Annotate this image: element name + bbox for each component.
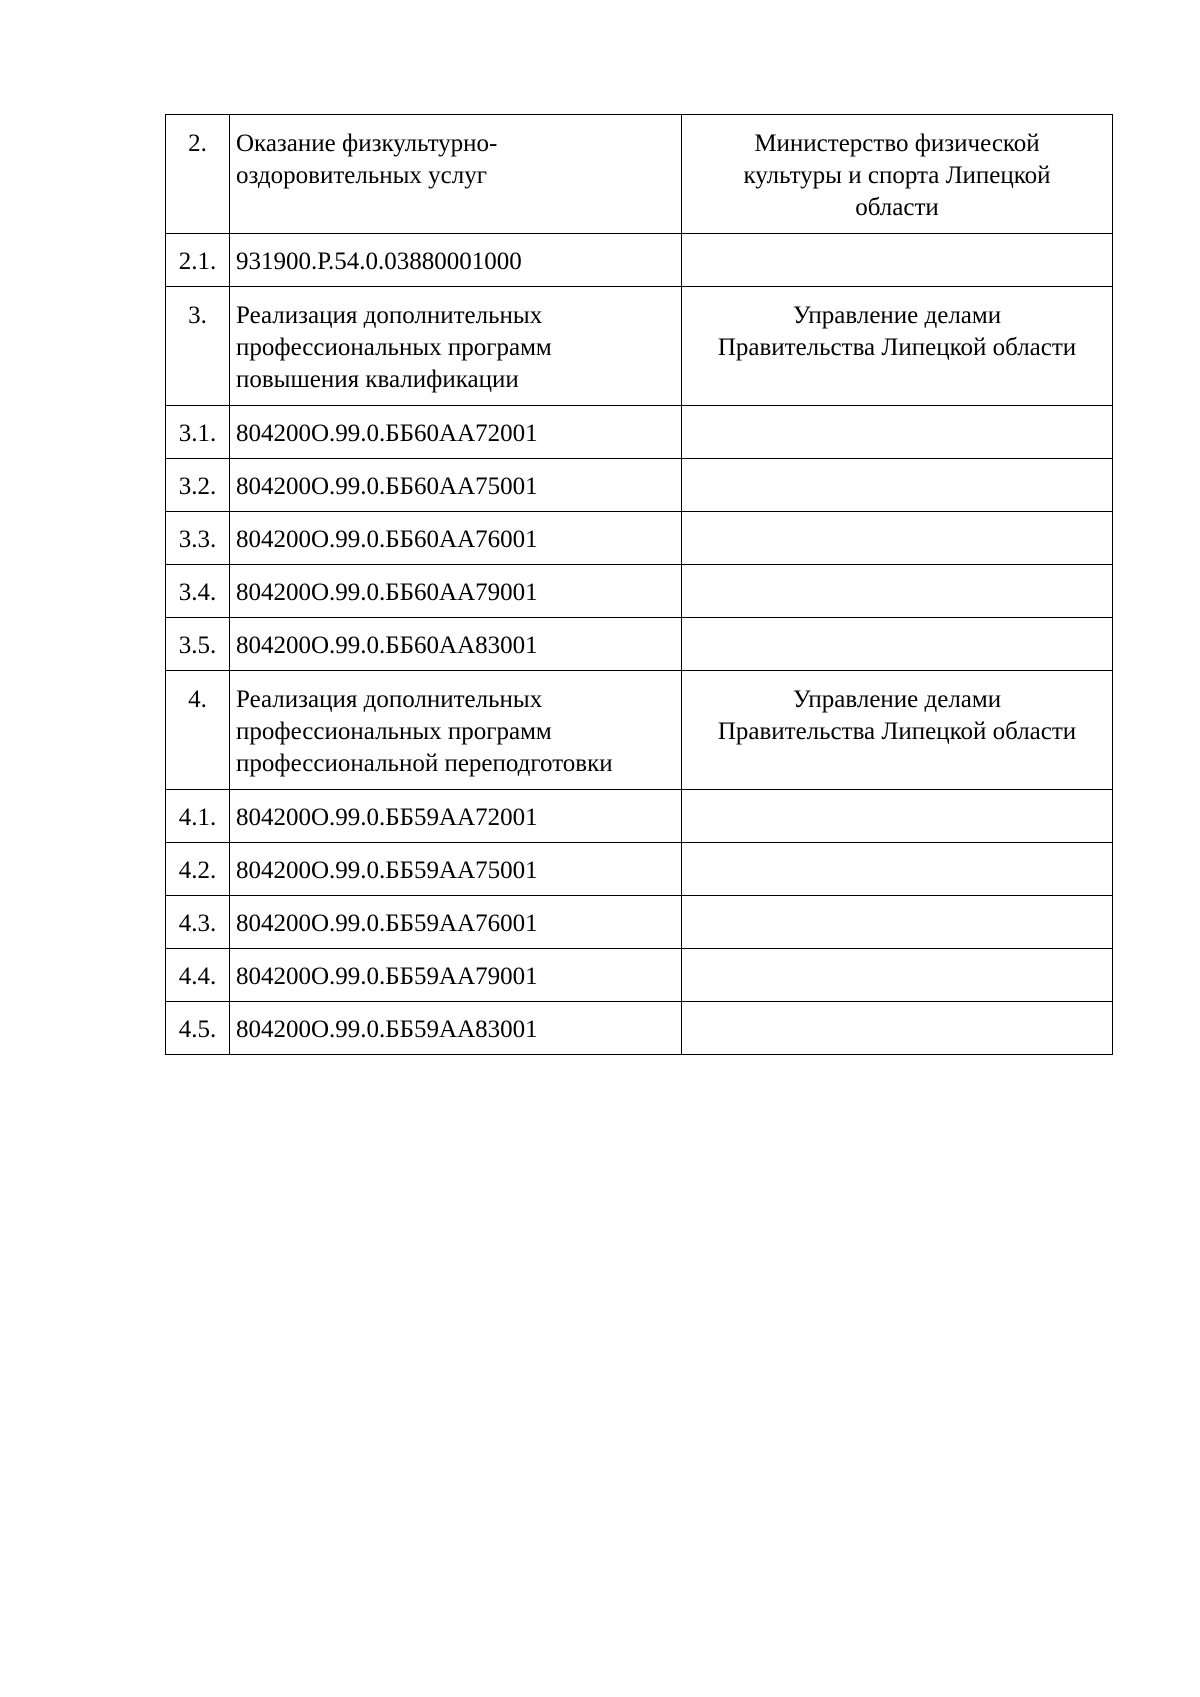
organization-line: области [855,194,939,221]
registry-code: 804200О.99.0.ББ60АА76001 [230,512,682,565]
service-name-line: повышения квалификации [236,366,519,393]
responsible-organization [682,115,1113,234]
row-number: 4. [166,671,230,790]
registry-code: 804200О.99.0.ББ59АА72001 [230,790,682,843]
responsible-organization [682,843,1113,896]
responsible-organization [682,790,1113,843]
service-name [230,287,682,406]
responsible-organization [682,618,1113,671]
table-row-code [166,843,1113,896]
table-row-section [166,115,1113,234]
organization-line: Правительства Липецкой области [717,718,1077,745]
responsible-organization [682,949,1113,1002]
row-number: 3.5. [166,618,230,671]
row-number: 4.5. [166,1002,230,1055]
service-name [230,671,682,790]
row-number: 4.4. [166,949,230,1002]
row-number: 2.1. [166,234,230,287]
service-name-line: Реализация дополнительных [236,686,543,713]
table-row-code [166,512,1113,565]
responsible-organization [682,406,1113,459]
table-row-section [166,287,1113,406]
service-name-line: Реализация дополнительных [236,302,543,329]
service-name-line: профессиональных программ [236,718,552,745]
row-number: 4.1. [166,790,230,843]
row-number: 3.2. [166,459,230,512]
registry-code: 804200О.99.0.ББ59АА76001 [230,896,682,949]
registry-code: 804200О.99.0.ББ60АА75001 [230,459,682,512]
responsible-organization [682,565,1113,618]
responsible-organization [682,1002,1113,1055]
row-number: 4.3. [166,896,230,949]
responsible-organization [682,512,1113,565]
table-row-code [166,896,1113,949]
registry-code: 804200О.99.0.ББ59АА79001 [230,949,682,1002]
row-number: 3.4. [166,565,230,618]
responsible-organization [682,459,1113,512]
service-name-line: оздоровительных услуг [236,162,487,189]
organization-line: Управление делами [792,302,1002,329]
registry-code: 804200О.99.0.ББ60АА83001 [230,618,682,671]
service-name-line: Оказание физкультурно- [236,130,498,157]
responsible-organization [682,234,1113,287]
row-number: 3. [166,287,230,406]
table-row-code [166,234,1113,287]
organization-line: Управление делами [792,686,1002,713]
organization-line: Правительства Липецкой области [717,334,1077,361]
registry-code: 804200О.99.0.ББ60АА79001 [230,565,682,618]
responsible-organization [682,287,1113,406]
registry-code: 804200О.99.0.ББ59АА75001 [230,843,682,896]
organization-line: культуры и спорта Липецкой [743,162,1051,189]
table-row-code [166,949,1113,1002]
table-row-code [166,618,1113,671]
service-name-line: профессиональных программ [236,334,552,361]
organization-line: Министерство физической [754,130,1040,157]
row-number: 3.3. [166,512,230,565]
row-number: 2. [166,115,230,234]
table-row-code [166,565,1113,618]
row-number: 4.2. [166,843,230,896]
service-name [230,115,682,234]
registry-code: 931900.Р.54.0.03880001000 [230,234,682,287]
table-row-code [166,790,1113,843]
responsible-organization [682,671,1113,790]
registry-code: 804200О.99.0.ББ59АА83001 [230,1002,682,1055]
table-row-code [166,406,1113,459]
table-row-code [166,1002,1113,1055]
services-table [165,114,1113,1055]
responsible-organization [682,896,1113,949]
table-row-section [166,671,1113,790]
service-name-line: профессиональной переподготовки [236,750,613,777]
table-row-code [166,459,1113,512]
row-number: 3.1. [166,406,230,459]
registry-code: 804200О.99.0.ББ60АА72001 [230,406,682,459]
table-body [166,115,1113,1055]
